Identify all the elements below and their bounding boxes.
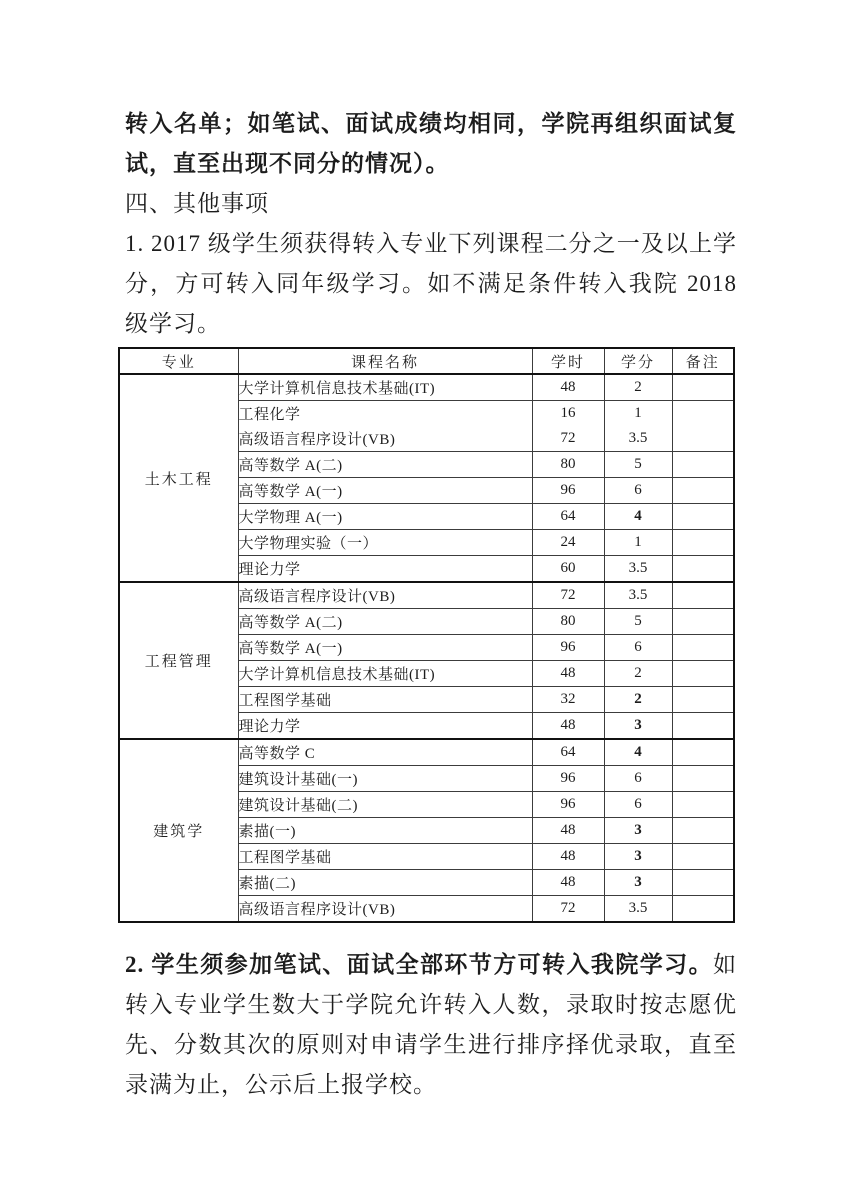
course-name-cell: 素描(二) — [238, 870, 532, 896]
course-name-cell: 高级语言程序设计(VB) — [238, 426, 532, 452]
hours-cell: 48 — [532, 374, 604, 401]
remarks-cell — [672, 504, 734, 530]
credits-cell: 3 — [604, 713, 672, 740]
course-name-cell: 大学物理 A(一) — [238, 504, 532, 530]
course-name-cell: 建筑设计基础(一) — [238, 766, 532, 792]
remarks-cell — [672, 766, 734, 792]
course-name-cell: 高等数学 A(一) — [238, 478, 532, 504]
course-name-cell: 素描(一) — [238, 818, 532, 844]
course-row — [119, 582, 734, 609]
credits-cell: 3 — [604, 818, 672, 844]
hours-cell: 48 — [532, 818, 604, 844]
credits-cell: 3.5 — [604, 556, 672, 583]
remarks-cell — [672, 739, 734, 766]
credits-cell: 2 — [604, 374, 672, 401]
hours-cell: 72 — [532, 426, 604, 452]
document-content — [125, 0, 737, 1105]
remarks-cell — [672, 713, 734, 740]
major-cell: 建筑学 — [119, 739, 238, 922]
remarks-cell — [672, 401, 734, 427]
credits-cell: 6 — [604, 792, 672, 818]
remarks-cell — [672, 530, 734, 556]
credits-cell: 3.5 — [604, 582, 672, 609]
major-cell: 土木工程 — [119, 374, 238, 582]
course-name-cell: 高等数学 A(二) — [238, 609, 532, 635]
credits-cell: 5 — [604, 452, 672, 478]
course-name-cell: 高等数学 A(一) — [238, 635, 532, 661]
hours-cell: 80 — [532, 609, 604, 635]
hours-cell: 96 — [532, 766, 604, 792]
hours-cell: 48 — [532, 713, 604, 740]
credits-cell: 3.5 — [604, 426, 672, 452]
credits-cell: 4 — [604, 739, 672, 766]
credits-cell: 6 — [604, 635, 672, 661]
remarks-cell — [672, 870, 734, 896]
hours-cell: 96 — [532, 792, 604, 818]
credits-cell: 6 — [604, 478, 672, 504]
remarks-cell — [672, 792, 734, 818]
credits-cell: 3 — [604, 844, 672, 870]
header-course-name: 课程名称 — [238, 348, 532, 374]
hours-cell: 24 — [532, 530, 604, 556]
remarks-cell — [672, 582, 734, 609]
remarks-cell — [672, 374, 734, 401]
hours-cell: 96 — [532, 635, 604, 661]
table-header-row — [119, 348, 734, 374]
hours-cell: 32 — [532, 687, 604, 713]
item-2-rest: 如转入专业学生数大于学院允许转入人数，录取时按志愿优先、分数其次的原则对申请学生进行排序择优录取，直至录满为止，公示后上报学校。 — [125, 952, 737, 1097]
hours-cell: 64 — [532, 739, 604, 766]
course-name-cell: 工程图学基础 — [238, 687, 532, 713]
course-name-cell: 工程图学基础 — [238, 844, 532, 870]
major-cell: 工程管理 — [119, 582, 238, 739]
course-name-cell: 建筑设计基础(二) — [238, 792, 532, 818]
hours-cell: 72 — [532, 582, 604, 609]
credits-cell: 2 — [604, 687, 672, 713]
item-2-bold-lead: 2. 学生须参加笔试、面试全部环节方可转入我院学习。 — [125, 952, 713, 977]
remarks-cell — [672, 635, 734, 661]
hours-cell: 80 — [532, 452, 604, 478]
remarks-cell — [672, 556, 734, 583]
hours-cell: 60 — [532, 556, 604, 583]
remarks-cell — [672, 818, 734, 844]
credits-cell: 3.5 — [604, 896, 672, 923]
course-name-cell: 高级语言程序设计(VB) — [238, 896, 532, 923]
course-name-cell: 大学物理实验（一） — [238, 530, 532, 556]
paragraph-continuation: 转入名单；如笔试、面试成绩均相同，学院再组织面试复试，直至出现不同分的情况）。 — [125, 111, 737, 176]
hours-cell: 64 — [532, 504, 604, 530]
credits-cell: 1 — [604, 401, 672, 427]
course-row — [119, 739, 734, 766]
credits-cell: 1 — [604, 530, 672, 556]
credits-cell: 6 — [604, 766, 672, 792]
hours-cell: 16 — [532, 401, 604, 427]
remarks-cell — [672, 452, 734, 478]
header-hours: 学时 — [532, 348, 604, 374]
course-name-cell: 理论力学 — [238, 556, 532, 583]
credits-cell: 5 — [604, 609, 672, 635]
header-remarks: 备注 — [672, 348, 734, 374]
remarks-cell — [672, 844, 734, 870]
credits-cell: 3 — [604, 870, 672, 896]
remarks-cell — [672, 609, 734, 635]
item-2-paragraph — [125, 945, 737, 1105]
course-requirements-table — [118, 347, 735, 923]
course-name-cell: 高等数学 C — [238, 739, 532, 766]
remarks-cell — [672, 661, 734, 687]
course-name-cell: 工程化学 — [238, 401, 532, 427]
header-major: 专业 — [119, 348, 238, 374]
course-name-cell: 大学计算机信息技术基础(IT) — [238, 661, 532, 687]
course-name-cell: 高等数学 A(二) — [238, 452, 532, 478]
remarks-cell — [672, 896, 734, 923]
section-heading: 四、其他事项 — [125, 191, 269, 216]
course-row — [119, 374, 734, 401]
remarks-cell — [672, 687, 734, 713]
remarks-cell — [672, 426, 734, 452]
header-credits: 学分 — [604, 348, 672, 374]
item-1-paragraph: 1. 2017 级学生须获得转入专业下列课程二分之一及以上学分，方可转入同年级学习。如不满足条件转入我院 2018 级学习。 — [125, 231, 737, 336]
course-table-wrapper — [118, 347, 737, 923]
remarks-cell — [672, 478, 734, 504]
course-name-cell: 高级语言程序设计(VB) — [238, 582, 532, 609]
course-name-cell: 大学计算机信息技术基础(IT) — [238, 374, 532, 401]
hours-cell: 48 — [532, 844, 604, 870]
hours-cell: 48 — [532, 661, 604, 687]
credits-cell: 4 — [604, 504, 672, 530]
credits-cell: 2 — [604, 661, 672, 687]
course-name-cell: 理论力学 — [238, 713, 532, 740]
hours-cell: 96 — [532, 478, 604, 504]
hours-cell: 48 — [532, 870, 604, 896]
hours-cell: 72 — [532, 896, 604, 923]
